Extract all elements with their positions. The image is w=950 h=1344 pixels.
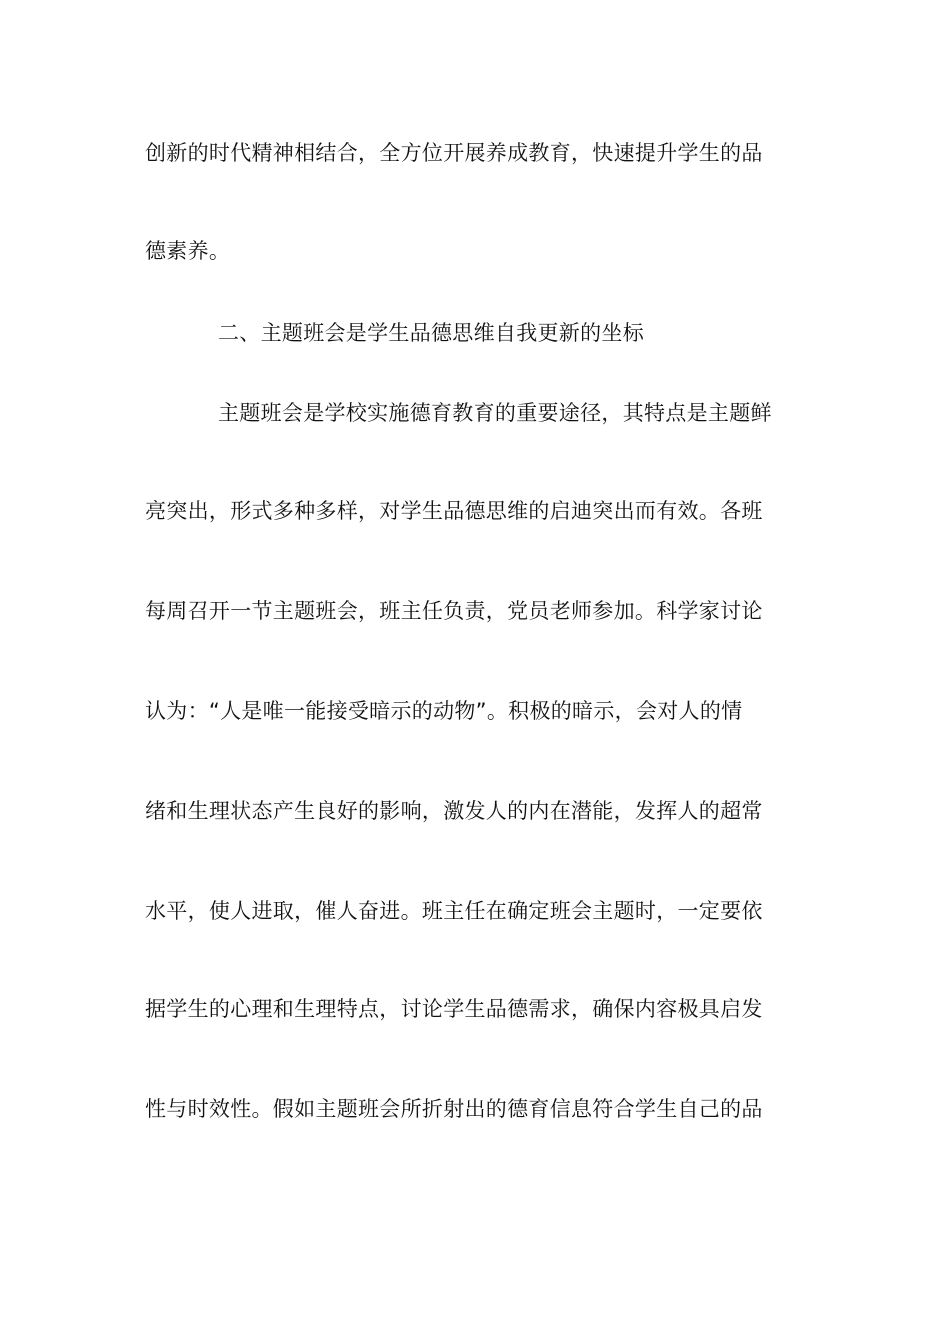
paragraph-line: 主题班会是学校实施德育教育的重要途径，其特点是主题鲜 (218, 401, 772, 425)
paragraph-line: 性与时效性。假如主题班会所折射出的德育信息符合学生自己的品 (145, 1097, 763, 1121)
paragraph-line: 据学生的心理和生理特点，讨论学生品德需求，确保内容极具启发 (145, 997, 763, 1021)
paragraph-line: 绪和生理状态产生良好的影响，激发人的内在潜能，发挥人的超常 (145, 799, 763, 823)
paragraph-line: 水平，使人进取，催人奋进。班主任在确定班会主题时，一定要依 (145, 899, 763, 923)
paragraph-line: 认为：“人是唯一能接受暗示的动物”。积极的暗示，会对人的情 (145, 699, 743, 723)
paragraph-line: 创新的时代精神相结合，全方位开展养成教育，快速提升学生的品 (145, 141, 763, 165)
paragraph-line: 德素养。 (145, 239, 231, 263)
section-heading: 二、主题班会是学生品德思维自我更新的坐标 (218, 321, 644, 345)
paragraph-line: 亮突出，形式多种多样，对学生品德思维的启迪突出而有效。各班 (145, 499, 763, 523)
paragraph-line: 每周召开一节主题班会，班主任负责，党员老师参加。科学家讨论 (145, 599, 763, 623)
